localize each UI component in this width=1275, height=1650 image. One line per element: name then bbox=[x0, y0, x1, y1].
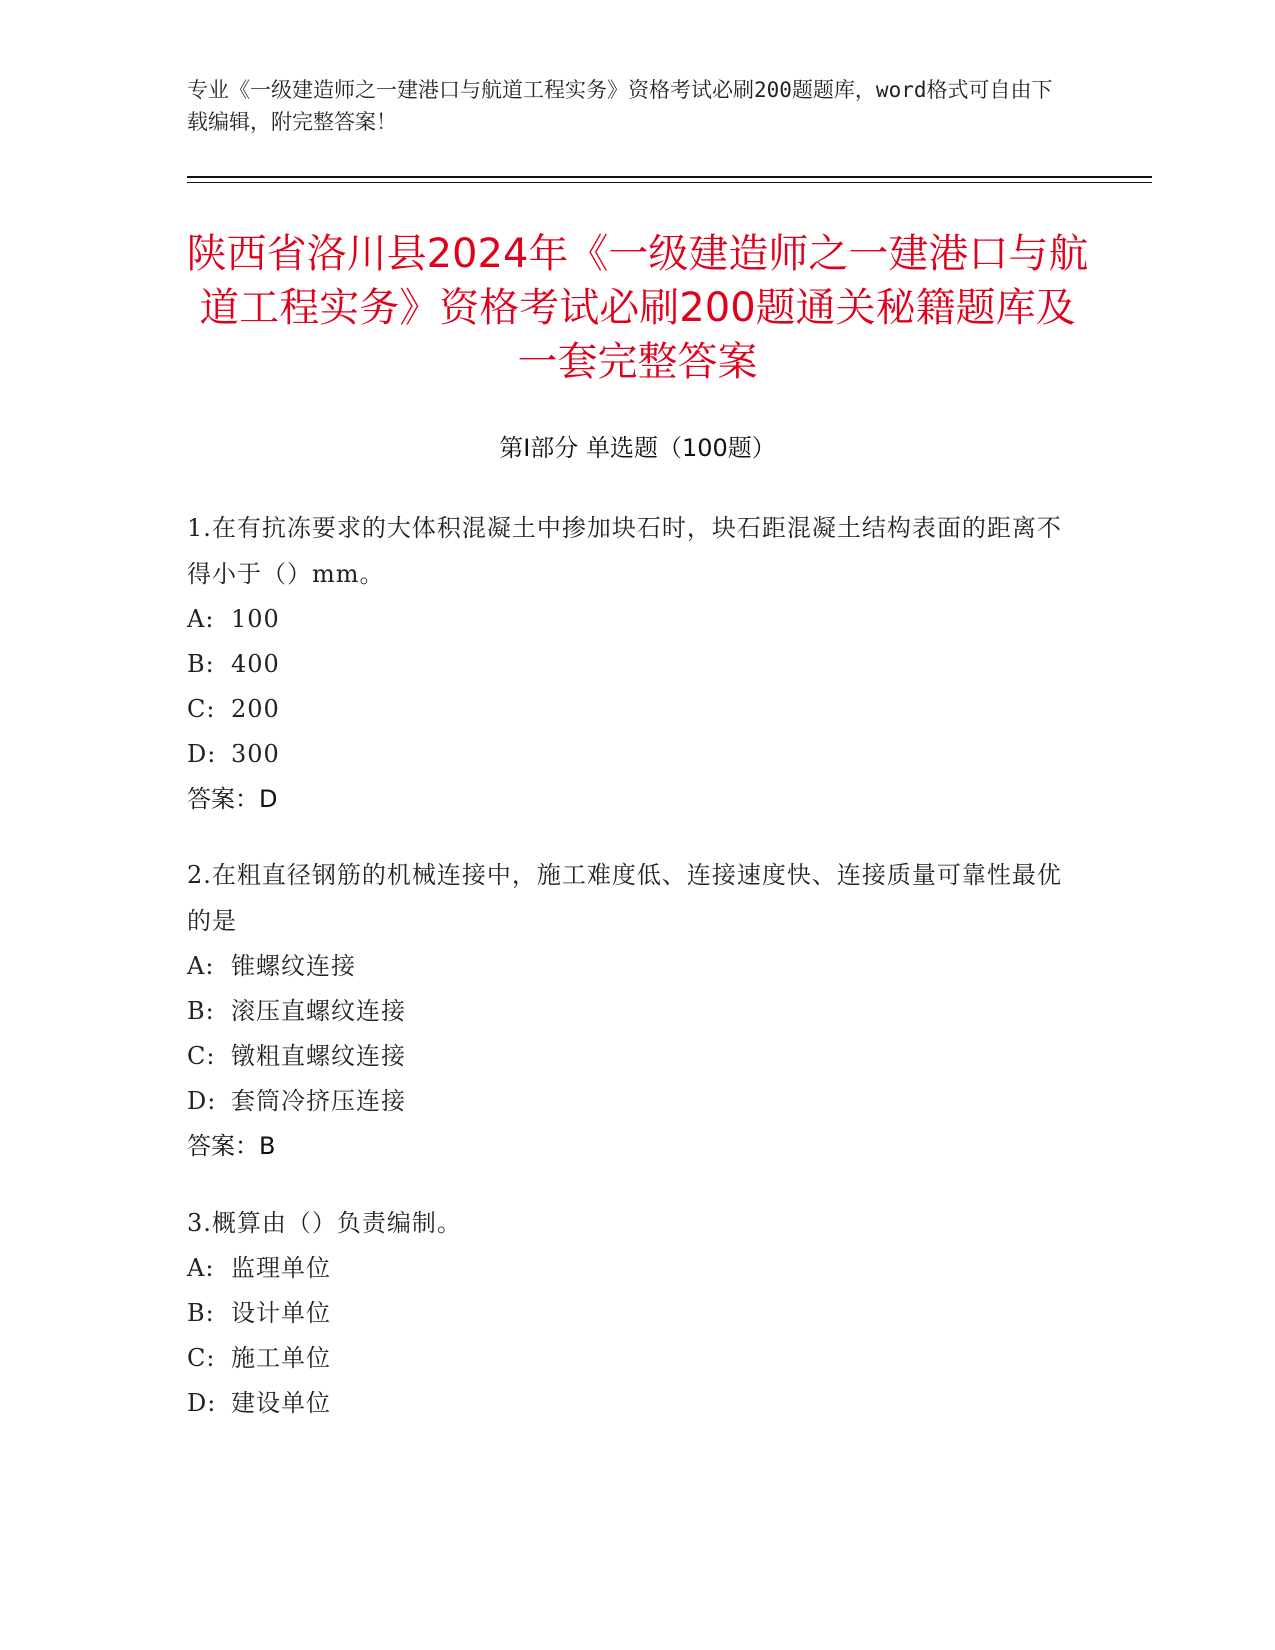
question-3 bbox=[187, 1200, 1077, 1426]
option-letter: B: bbox=[187, 997, 215, 1025]
option-letter: C: bbox=[187, 1344, 216, 1372]
document-title: 陕西省洛川县2024年《一级建造师之一建港口与航道工程实务》资格考试必刷200题通关秘籍题库及一套完整答案 bbox=[186, 231, 1089, 385]
option-c bbox=[187, 1336, 1077, 1381]
option-letter: A: bbox=[187, 952, 215, 980]
option-text: 监理单位 bbox=[231, 1254, 331, 1282]
option-text: 300 bbox=[231, 740, 280, 768]
option-b bbox=[187, 989, 1077, 1034]
option-letter: A: bbox=[187, 605, 215, 633]
option-letter: B: bbox=[187, 650, 215, 678]
option-a bbox=[187, 1246, 1077, 1291]
option-text: 锥螺纹连接 bbox=[231, 952, 356, 980]
section-heading: 第I部分 单选题（100题） bbox=[499, 434, 776, 462]
header-divider-thick bbox=[187, 176, 1152, 178]
option-letter: B: bbox=[187, 1299, 215, 1327]
header-divider-thin bbox=[187, 182, 1152, 183]
option-text: 施工单位 bbox=[231, 1344, 331, 1372]
option-d bbox=[187, 732, 1077, 777]
option-letter: A: bbox=[187, 1254, 215, 1282]
answer: 答案：B bbox=[187, 1132, 276, 1160]
option-letter: C: bbox=[187, 1042, 216, 1070]
option-letter: D: bbox=[187, 1087, 217, 1115]
option-c bbox=[187, 687, 1077, 732]
option-text: 400 bbox=[231, 650, 280, 678]
question-1 bbox=[187, 505, 1077, 822]
option-d bbox=[187, 1381, 1077, 1426]
option-b bbox=[187, 642, 1077, 687]
option-text: 设计单位 bbox=[231, 1299, 331, 1327]
question-text: 2.在粗直径钢筋的机械连接中，施工难度低、连接速度快、连接质量可靠性最优的是 bbox=[187, 861, 1062, 935]
option-text: 100 bbox=[231, 605, 280, 633]
option-text: 套筒冷挤压连接 bbox=[231, 1087, 406, 1115]
option-text: 滚压直螺纹连接 bbox=[231, 997, 406, 1025]
option-b bbox=[187, 1291, 1077, 1336]
option-letter: D: bbox=[187, 740, 217, 768]
option-text: 镦粗直螺纹连接 bbox=[231, 1042, 406, 1070]
option-a bbox=[187, 597, 1077, 642]
answer: 答案：D bbox=[187, 785, 278, 813]
option-c bbox=[187, 1034, 1077, 1079]
question-text: 3.概算由（）负责编制。 bbox=[187, 1209, 462, 1237]
option-letter: D: bbox=[187, 1389, 217, 1417]
option-a bbox=[187, 944, 1077, 989]
option-text: 200 bbox=[231, 695, 280, 723]
option-text: 建设单位 bbox=[231, 1389, 331, 1417]
option-d bbox=[187, 1079, 1077, 1124]
header-note: 专业《一级建造师之一建港口与航道工程实务》资格考试必刷200题题库，word格式可自由下载编辑，附完整答案！ bbox=[187, 78, 1053, 134]
question-text: 1.在有抗冻要求的大体积混凝土中掺加块石时，块石距混凝土结构表面的距离不得小于（）mm。 bbox=[187, 514, 1062, 588]
question-2 bbox=[187, 852, 1077, 1169]
option-letter: C: bbox=[187, 695, 216, 723]
